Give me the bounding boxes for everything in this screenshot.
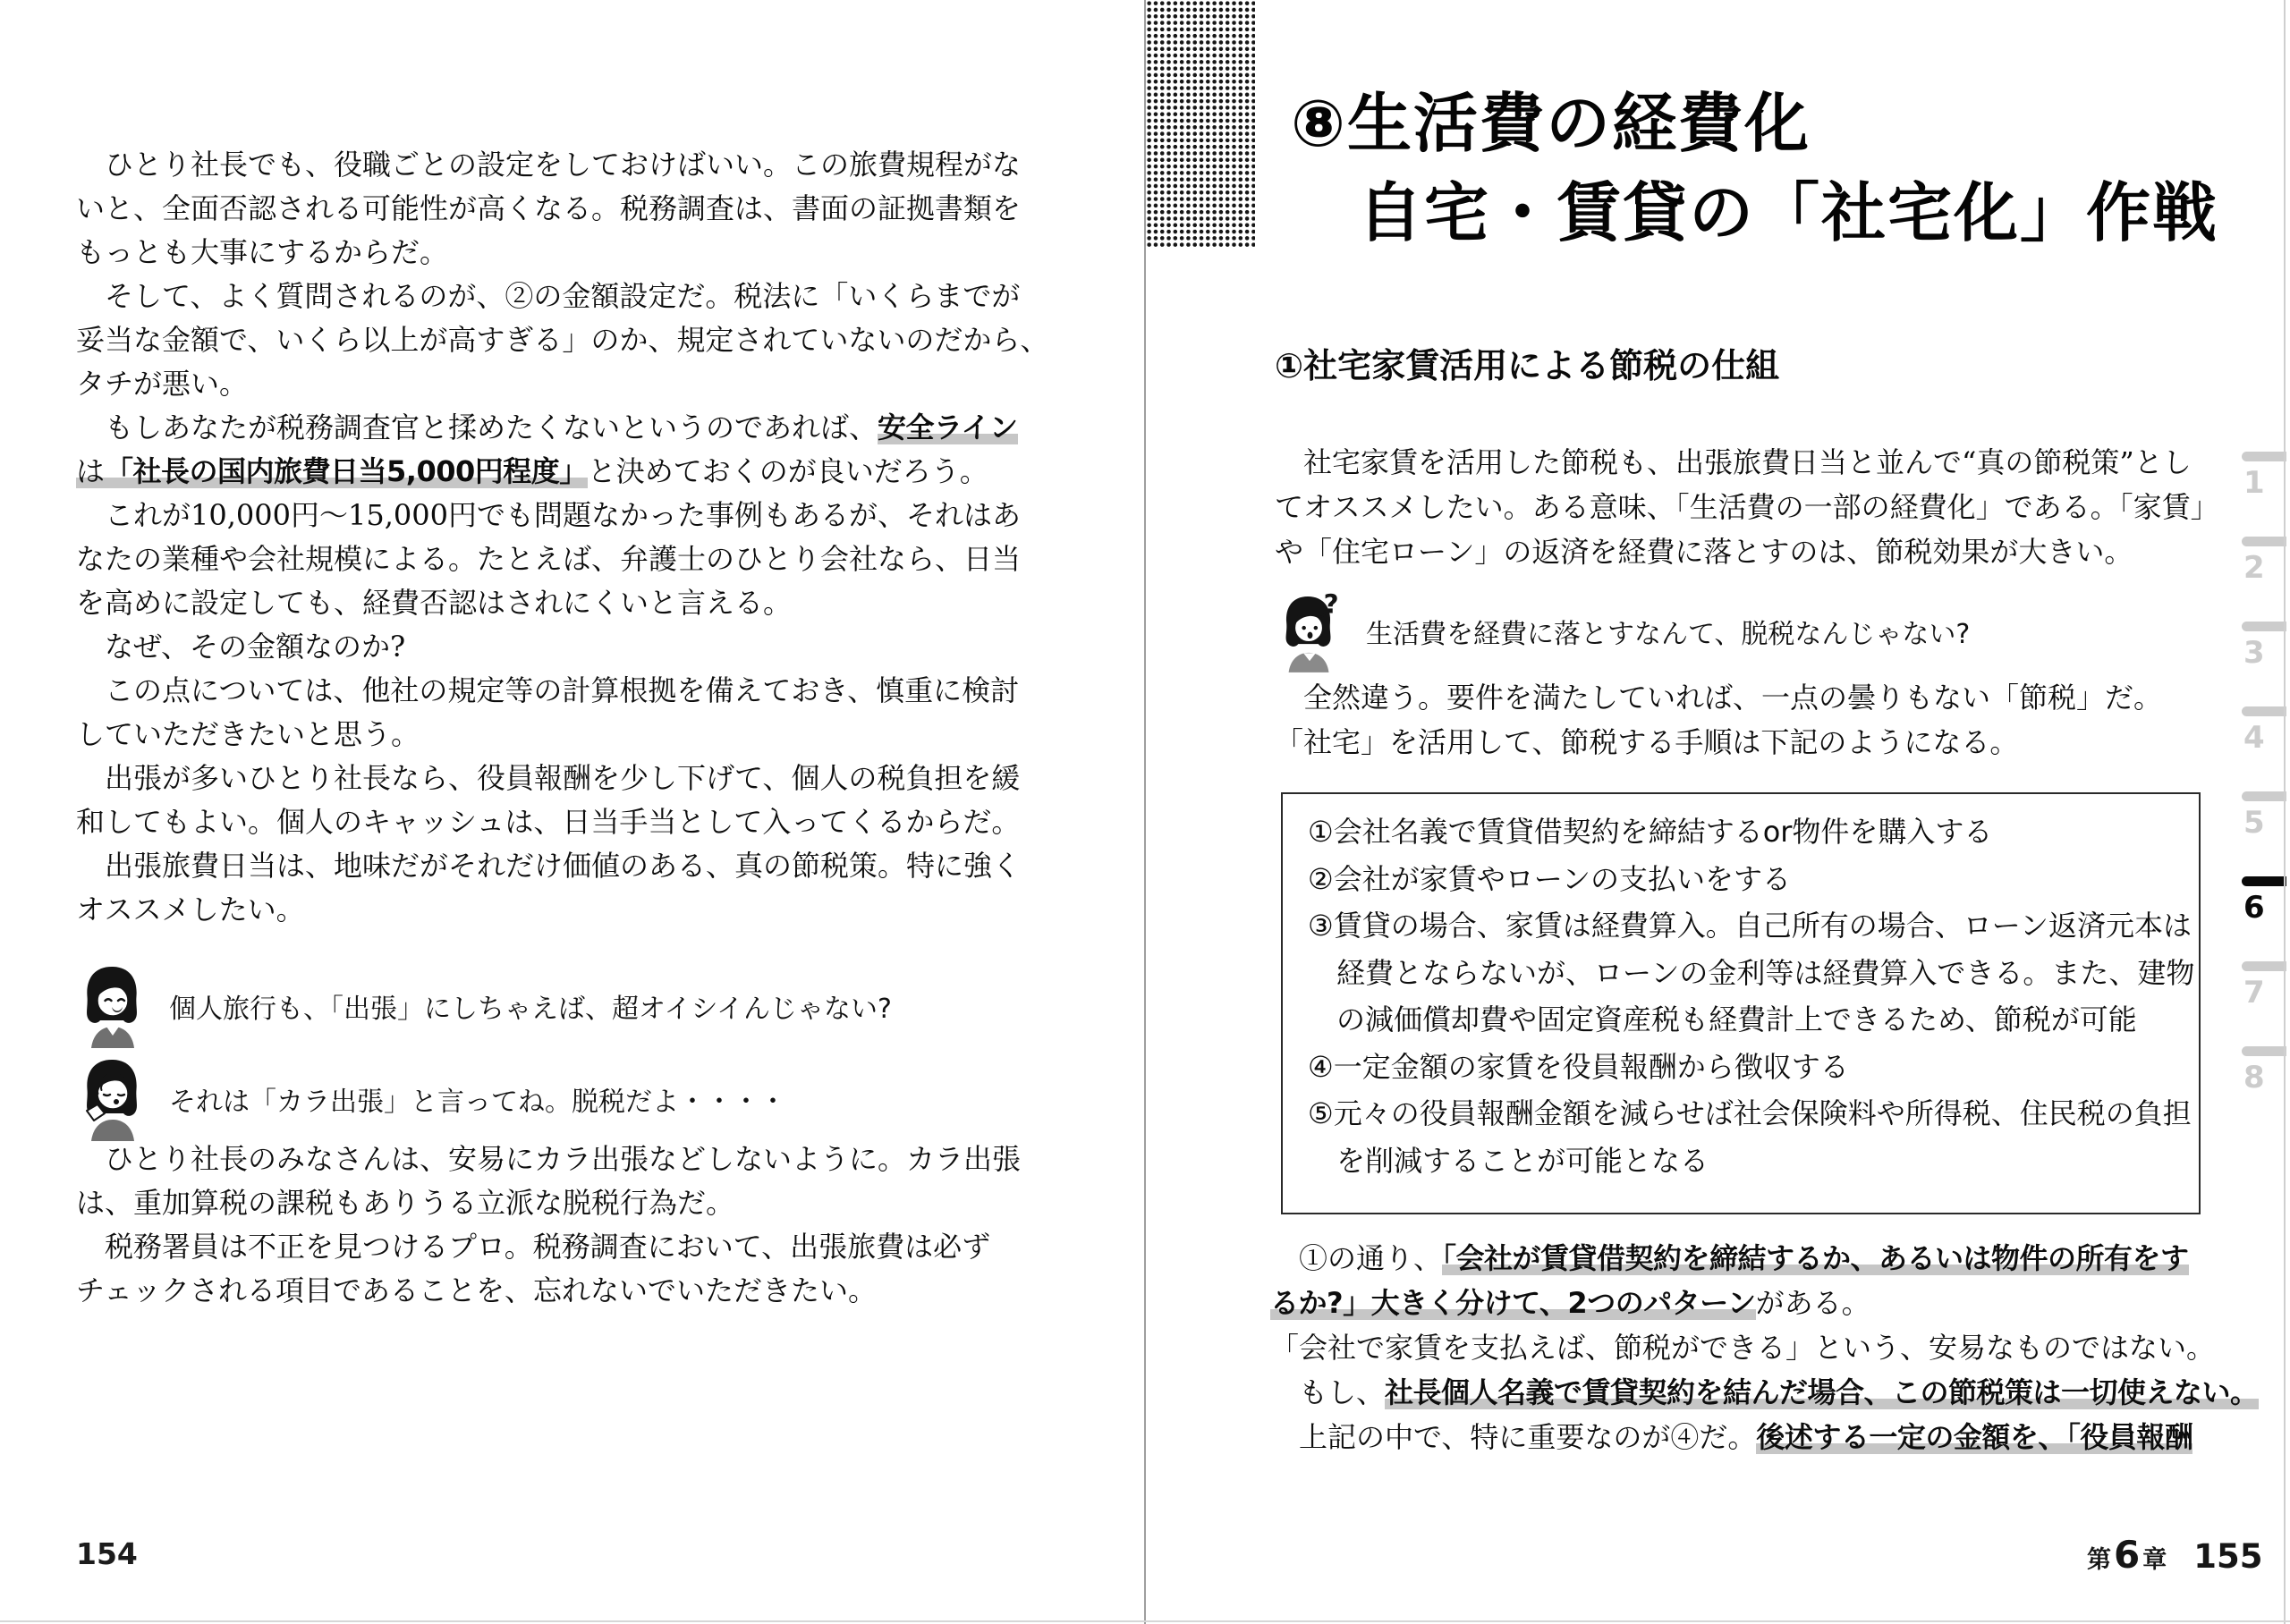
text-segment: ⑤元々の役員報酬金額を減らせば社会保険料や所得税、住民税の負担 [1308, 1096, 2192, 1130]
chapter-section-title-line1: ⑧生活費の経費化 [1291, 86, 1811, 161]
text-line [76, 669, 1069, 713]
left-paragraph-block-2 [76, 1138, 1069, 1313]
text-segment: 「会社が賃貸借契約を締結するか、あるいは物件の所有をす [1442, 1241, 2189, 1275]
text-line [1270, 1415, 2281, 1459]
text-segment: や「住宅ローン」の返済を経費に落とすのは、節税効果が大きい。 [1275, 535, 2133, 569]
chapter-tab-bar [2242, 706, 2286, 716]
text-segment: は、重加算税の課税もありうる立派な脱税行為だ。 [76, 1186, 735, 1220]
text-segment: 社長個人名義で賃貸契約を結んだ場合、この節税策は一切使えない。 [1385, 1375, 2259, 1409]
page-number-left: 154 [76, 1536, 138, 1571]
chapter-tab-number: 8 [2243, 1060, 2265, 1095]
text-segment: 和してもよい。個人のキャッシュは、日当手当として入ってくるからだ。 [76, 805, 1021, 839]
chapter-tab-3 [2242, 622, 2288, 675]
woman-sweating-icon [76, 1057, 148, 1141]
text-segment: これが10,000円～15,000円でも問題なかった事例もあるが、それはあ [76, 498, 1021, 532]
text-line [1308, 856, 2184, 903]
left-paragraph-block-1 [76, 143, 1069, 932]
dialogue-1-text: 個人旅行も、「出張」にしちゃえば、超オイシイんじゃない? [169, 994, 892, 1025]
chapter-tab-rail [2242, 452, 2288, 1140]
text-segment: ①会社名義で賃貸借契約を締結するor物件を購入する [1308, 815, 1993, 849]
dialogue-right-text: 生活費を経費に落とすなんて、脱税なんじゃない? [1366, 619, 1971, 650]
right-closing-paragraph [1270, 1236, 2281, 1459]
chapter-tab-4 [2242, 706, 2288, 760]
text-segment: もし、 [1270, 1375, 1386, 1409]
text-segment: 上記の中で、特に重要なのが④だ。 [1270, 1420, 1757, 1454]
page-edge-bottom [0, 1620, 2290, 1622]
text-segment: を削減することが可能となる [1308, 1143, 1709, 1178]
chapter-tab-5 [2242, 791, 2288, 845]
text-line [76, 450, 1069, 494]
text-segment: なたの業種や会社規模による。たとえば、弁護士のひとり会社なら、日当 [76, 542, 1022, 576]
chapter-tab-8 [2242, 1046, 2288, 1100]
text-segment: もっとも大事にするからだ。 [76, 235, 449, 269]
text-segment: がある。 [1755, 1286, 1870, 1320]
text-line [1308, 808, 2184, 856]
text-segment: もしあなたが税務調査官と揉めたくないというのであれば、 [76, 410, 878, 444]
text-line [1275, 675, 2268, 720]
text-line [76, 888, 1069, 932]
text-line [1275, 440, 2268, 485]
chapter-tab-number: 6 [2243, 890, 2265, 926]
text-segment: 後述する一定の金額を、「役員報酬 [1756, 1420, 2193, 1454]
text-line [76, 713, 1069, 757]
chapter-tab-7 [2242, 961, 2288, 1015]
text-line [1308, 996, 2184, 1044]
woman-grinning-icon [76, 964, 148, 1048]
text-segment: なぜ、その金額なのか? [76, 630, 406, 664]
text-line [76, 625, 1069, 669]
text-segment: 出張旅費日当は、地味だがそれだけ価値のある、真の節税策。特に強く [76, 849, 1022, 883]
text-line [76, 1138, 1069, 1181]
chapter-label-prefix: 第 [2087, 1546, 2111, 1574]
page-number-right: 155 [2193, 1537, 2263, 1576]
text-segment: は [76, 454, 106, 488]
text-segment: と決めておくのが良いだろう。 [587, 454, 988, 488]
dialogue-row-2 [76, 1057, 786, 1141]
text-line [1275, 529, 2268, 574]
right-intro-paragraph [1275, 440, 2268, 574]
chapter-label-suffix: 章 [2142, 1546, 2167, 1574]
text-segment: ひとり社長のみなさんは、安易にカラ出張などしないように。カラ出張 [76, 1142, 1022, 1176]
chapter-tab-number: 4 [2243, 720, 2265, 756]
text-line [76, 231, 1069, 275]
chapter-tab-number: 5 [2243, 805, 2265, 841]
text-line [1308, 950, 2195, 997]
text-segment: ②会社が家賃やローンの支払いをする [1308, 861, 1792, 896]
dialogue-row-1 [76, 964, 892, 1048]
sub-section-heading: ①社宅家賃活用による節税の仕組 [1275, 346, 1780, 385]
text-segment: 出張が多いひとり社長なら、役員報酬を少し下げて、個人の税負担を緩 [76, 761, 1021, 795]
text-segment: ①の通り、 [1270, 1241, 1443, 1275]
page-edge-right [2284, 0, 2286, 1624]
chapter-tab-6 [2242, 876, 2288, 930]
text-line [76, 494, 1069, 537]
text-line [1270, 1325, 2281, 1370]
question-mark-glyph: ? [1323, 590, 1339, 620]
text-line [76, 537, 1069, 581]
text-line [76, 800, 1069, 844]
text-segment: していただきたいと思う。 [76, 717, 420, 751]
chapter-tab-2 [2242, 537, 2288, 590]
chapter-tab-bar [2242, 876, 2286, 886]
chapter-tab-bar [2242, 622, 2286, 631]
text-segment: チェックされる項目であることを、忘れないでいただきたい。 [76, 1273, 878, 1307]
text-segment: ひとり社長でも、役職ごとの設定をしておけばいい。この旅費規程がな [76, 148, 1022, 182]
chapter-tab-bar [2242, 961, 2286, 971]
text-line [1270, 1236, 2281, 1281]
halftone-dots-decoration [1146, 0, 1255, 249]
procedure-box-lines [1308, 808, 2195, 1184]
text-segment: 「社宅」を活用して、節税する手順は下記のようになる。 [1275, 725, 2019, 759]
right-answer-paragraph [1275, 675, 2268, 765]
chapter-number: 6 [2114, 1533, 2141, 1577]
footer-right [2087, 1533, 2262, 1577]
text-segment: そして、よく質問されるのが、②の金額設定だ。税法に「いくらまでが [76, 279, 1021, 313]
text-line [1270, 1370, 2281, 1415]
dialogue-row-right [1275, 590, 1970, 672]
woman-questioning-icon [1275, 590, 1344, 672]
text-line [76, 1225, 1069, 1269]
text-segment: ③賃貸の場合、家賃は経費算入。自己所有の場合、ローン返済元本は [1308, 909, 2192, 943]
chapter-tab-number: 7 [2243, 975, 2265, 1011]
text-line [76, 1269, 1069, 1313]
text-line [76, 187, 1069, 231]
text-line [1275, 720, 2268, 765]
text-line [76, 275, 1069, 318]
text-line [1275, 485, 2268, 529]
chapter-tab-1 [2242, 452, 2288, 505]
text-segment: 経費とならないが、ローンの金利等は経費算入できる。また、建物 [1308, 955, 2195, 990]
dialogue-2-text: それは「カラ出張」と言ってね。脱税だよ・・・・ [169, 1087, 786, 1118]
chapter-tab-bar [2242, 537, 2286, 546]
text-segment: の減価償却費や固定資産税も経費計上できるため、節税が可能 [1308, 1002, 2137, 1036]
text-line [76, 406, 1069, 450]
text-segment: てオススメしたい。ある意味、「生活費の一部の経費化」である。「家賃」 [1275, 490, 2219, 524]
text-segment: この点については、他社の規定等の計算根拠を備えておき、慎重に検討 [76, 673, 1020, 707]
text-line [76, 757, 1069, 800]
text-line [76, 581, 1069, 625]
chapter-section-title-line2: 自宅・賃貸の「社宅化」作戦 [1358, 175, 2219, 250]
text-segment: ④一定金額の家賃を役員報酬から徴収する [1308, 1049, 1849, 1084]
text-line [1270, 1281, 2281, 1325]
text-line [76, 362, 1069, 406]
text-segment: タチが悪い。 [76, 367, 249, 401]
text-segment: 社宅家賃を活用した節税も、出張旅費日当と並んで“真の節税策”とし [1275, 445, 2192, 479]
text-segment: 全然違う。要件を満たしていれば、一点の曇りもない「節税」だ。 [1275, 681, 2163, 715]
page-seam-line [1144, 0, 1146, 1624]
text-line [76, 318, 1069, 362]
text-segment: いと、全面否認される可能性が高くなる。税務調査は、書面の証拠書類を [76, 191, 1022, 225]
chapter-tab-number: 3 [2243, 635, 2265, 671]
text-line [1308, 1090, 2192, 1138]
chapter-tab-number: 2 [2243, 550, 2265, 586]
text-segment: 「社長の国内旅費日当5,000円程度」 [105, 454, 588, 488]
text-segment: 安全ライン [878, 410, 1018, 444]
text-segment: を高めに設定しても、経費否認はされにくいと言える。 [76, 586, 793, 620]
text-line [1308, 1044, 2184, 1091]
text-segment: 妥当な金額で、いくら以上が高すぎる」のか、規定されていないのだから、 [76, 323, 1049, 357]
text-line [76, 1181, 1069, 1225]
chapter-tab-bar [2242, 452, 2286, 461]
text-segment: 「会社で家賃を支払えば、節税ができる」という、安易なものではない。 [1270, 1331, 2216, 1365]
text-segment: 税務署員は不正を見つけるプロ。税務調査において、出張旅費は必ず [76, 1230, 991, 1264]
text-line [76, 143, 1069, 187]
text-line [76, 844, 1069, 888]
text-line [1308, 1138, 2184, 1185]
chapter-tab-bar [2242, 791, 2286, 801]
chapter-tab-bar [2242, 1046, 2286, 1056]
text-line [1308, 902, 2192, 950]
chapter-tab-number: 1 [2243, 465, 2265, 501]
text-segment: オススメしたい。 [76, 892, 305, 926]
text-segment: るか?」大きく分けて、2つのパターン [1270, 1286, 1756, 1320]
